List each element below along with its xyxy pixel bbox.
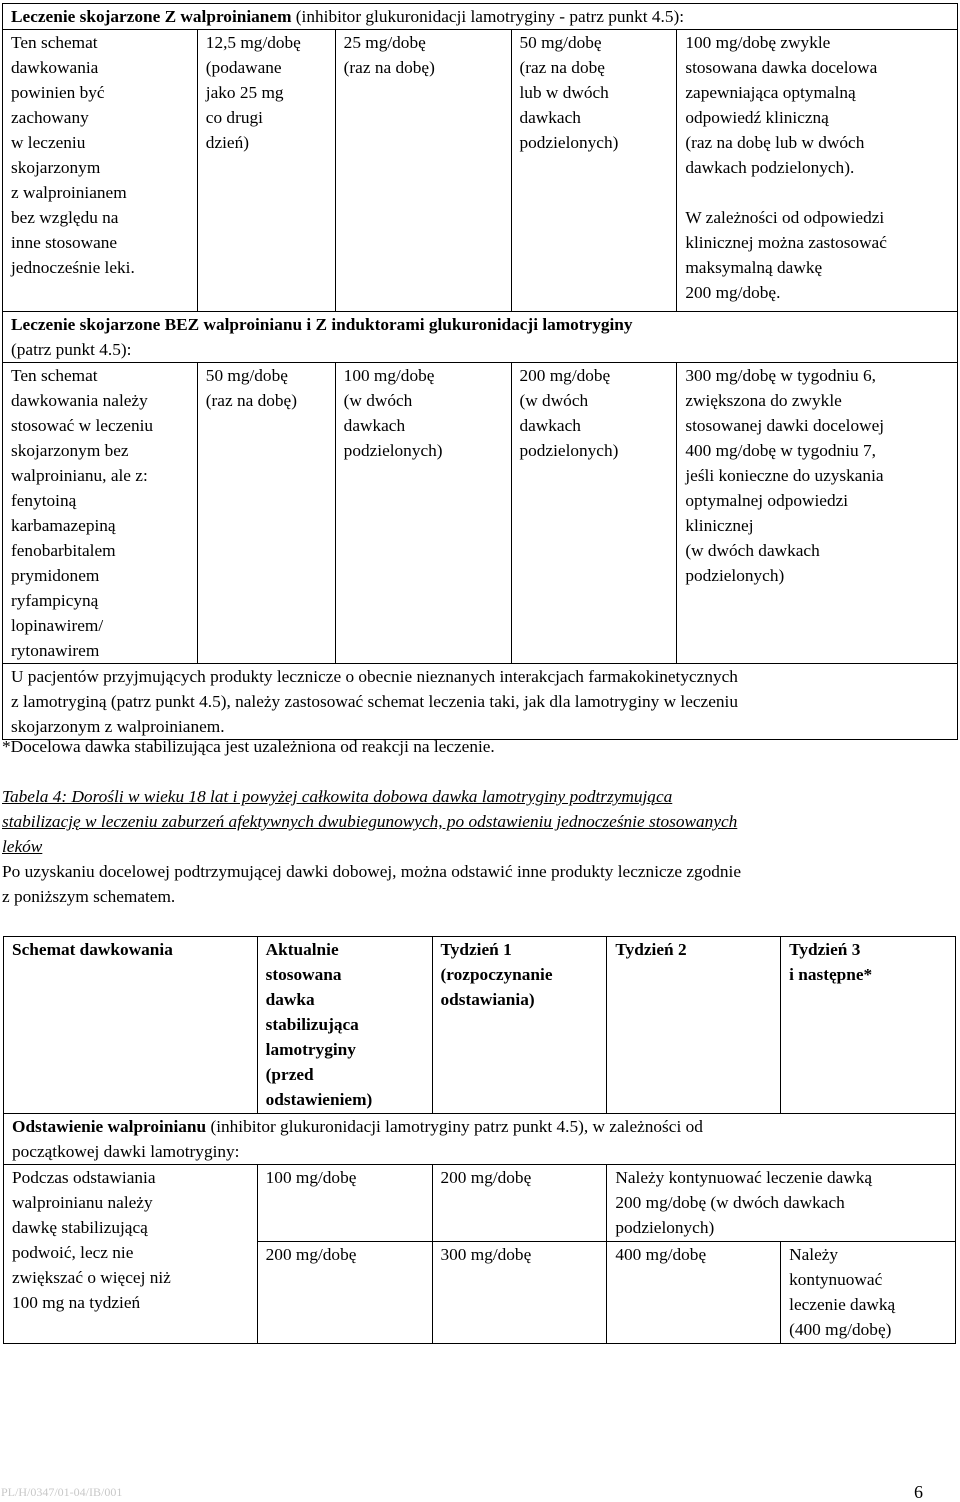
section-heading-rest: (inhibitor glukuronidacji lamotryginy - patrz punkt 4.5): (291, 7, 685, 26)
week-2-dose: 400 mg/dobę (607, 1242, 781, 1344)
week-1-dose: 300 mg/dobę (432, 1242, 607, 1344)
header-schedule: Schemat dawkowania (4, 937, 258, 1114)
regimen-description: Ten schemat dawkowania należy stosować w leczeniu skojarzonym bez walproinianu, ale z: fenytoiną karbamazepiną fenobarbitalem prymidonem ryfampicyną lopinawirem/ rytonawirem (3, 363, 198, 664)
header-week-2: Tydzień 2 (607, 937, 781, 1114)
notes-block (2, 734, 958, 909)
header-week-3: Tydzień 3 i następne* (781, 937, 956, 1114)
dose-week-5: 200 mg/dobę (w dwóch dawkach podzielonych) (511, 363, 677, 664)
dose-week-5: 50 mg/dobę (raz na dobę lub w dwóch dawkach podzielonych) (511, 30, 677, 312)
intro-paragraph: Po uzyskaniu docelowej podtrzymującej dawki dobowej, można odstawić inne produkty lecznicze zgodnie z poniższym schematem. (2, 862, 742, 906)
target-dose: 300 mg/dobę w tygodniu 6, zwiększona do zwykle stosowanej dawki docelowej 400 mg/dobę w tygodniu 7, jeśli konieczne do uzyskania optymalnej odpowiedzi klinicznej (w dwóch dawkach podzielonych) (677, 363, 958, 664)
week-1-dose: 200 mg/dobę (432, 1165, 607, 1242)
header-week-1: Tydzień 1 (rozpoczynanie odstawiania) (432, 937, 607, 1114)
section-heading-without-valproate (3, 312, 958, 363)
section-heading-valproate-withdrawal: Odstawienie walproinianu (inhibitor glukuronidacji lamotryginy patrz punkt 4.5), w zależności od początkowej dawki lamotryginy: (4, 1114, 956, 1165)
current-dose: 100 mg/dobę (257, 1165, 432, 1242)
section-heading-bold: Leczenie skojarzone BEZ walproinianu i Z induktorami glukuronidacji lamotryginy (11, 315, 633, 334)
table-caption (2, 784, 958, 859)
page-number: 6 (914, 1482, 923, 1502)
section-heading-rest: (patrz punkt 4.5): (11, 340, 132, 359)
table-caption-line-3: leków (2, 837, 43, 856)
table-caption-line-1: Tabela 4: Dorośli w wieku 18 lat i powyżej całkowita dobowa dawka lamotryginy podtrzymująca (2, 787, 673, 806)
week-3-dose: Należy kontynuować leczenie dawką (400 mg/dobę) (781, 1242, 956, 1344)
table-caption-line-2: stabilizację w leczeniu zaburzeń afektywnych dwubiegunowych, po odstawieniu jednocześnie stosowanych (2, 812, 738, 831)
dose-week-1-2: 50 mg/dobę (raz na dobę) (197, 363, 335, 664)
dose-week-1-2: 12,5 mg/dobę (podawane jako 25 mg co drugi dzień) (197, 30, 335, 312)
unknown-interactions-note: U pacjentów przyjmujących produkty lecznicze o obecnie nieznanych interakcjach farmakokinetycznych z lamotryginą (patrz punkt 4.5), należy zastosować schemat leczenia taki, jak dla lamotryginy w leczeniu skojarzonym z walproinianem. (3, 664, 958, 740)
current-dose: 200 mg/dobę (257, 1242, 432, 1344)
footnote: *Docelowa dawka stabilizująca jest uzależniona od reakcji na leczenie. (2, 737, 495, 756)
section-heading-bold: Leczenie skojarzone Z walproinianem (11, 7, 292, 26)
withdrawal-description: Podczas odstawiania walproinianu należy dawkę stabilizującą podwoić, lecz nie zwiększać o więcej niż 100 mg na tydzień (4, 1165, 258, 1344)
dose-week-3-4: 100 mg/dobę (w dwóch dawkach podzielonych) (335, 363, 511, 664)
header-current-dose: Aktualnie stosowana dawka stabilizująca lamotryginy (przed odstawieniem) (257, 937, 432, 1114)
dose-week-3-4: 25 mg/dobę (raz na dobę) (335, 30, 511, 312)
document-code: PL/H/0347/01-04/IB/001 (1, 1485, 123, 1499)
dosing-table-combined (2, 3, 958, 740)
dosing-table-withdrawal (3, 936, 956, 1344)
week-2-3-dose: Należy kontynuować leczenie dawką 200 mg/dobę (w dwóch dawkach podzielonych) (607, 1165, 956, 1242)
regimen-description: Ten schemat dawkowania powinien być zachowany w leczeniu skojarzonym z walproinianem bez względu na inne stosowane jednocześnie leki. (3, 30, 198, 312)
target-dose: 100 mg/dobę zwykle stosowana dawka docelowa zapewniająca optymalną odpowiedź kliniczną (raz na dobę lub w dwóch dawkach podzielonych). W zależności od odpowiedzi klinicznej można zastosować maksymalną dawkę 200 mg/dobę. (677, 30, 958, 312)
section-heading-with-valproate (3, 4, 958, 30)
